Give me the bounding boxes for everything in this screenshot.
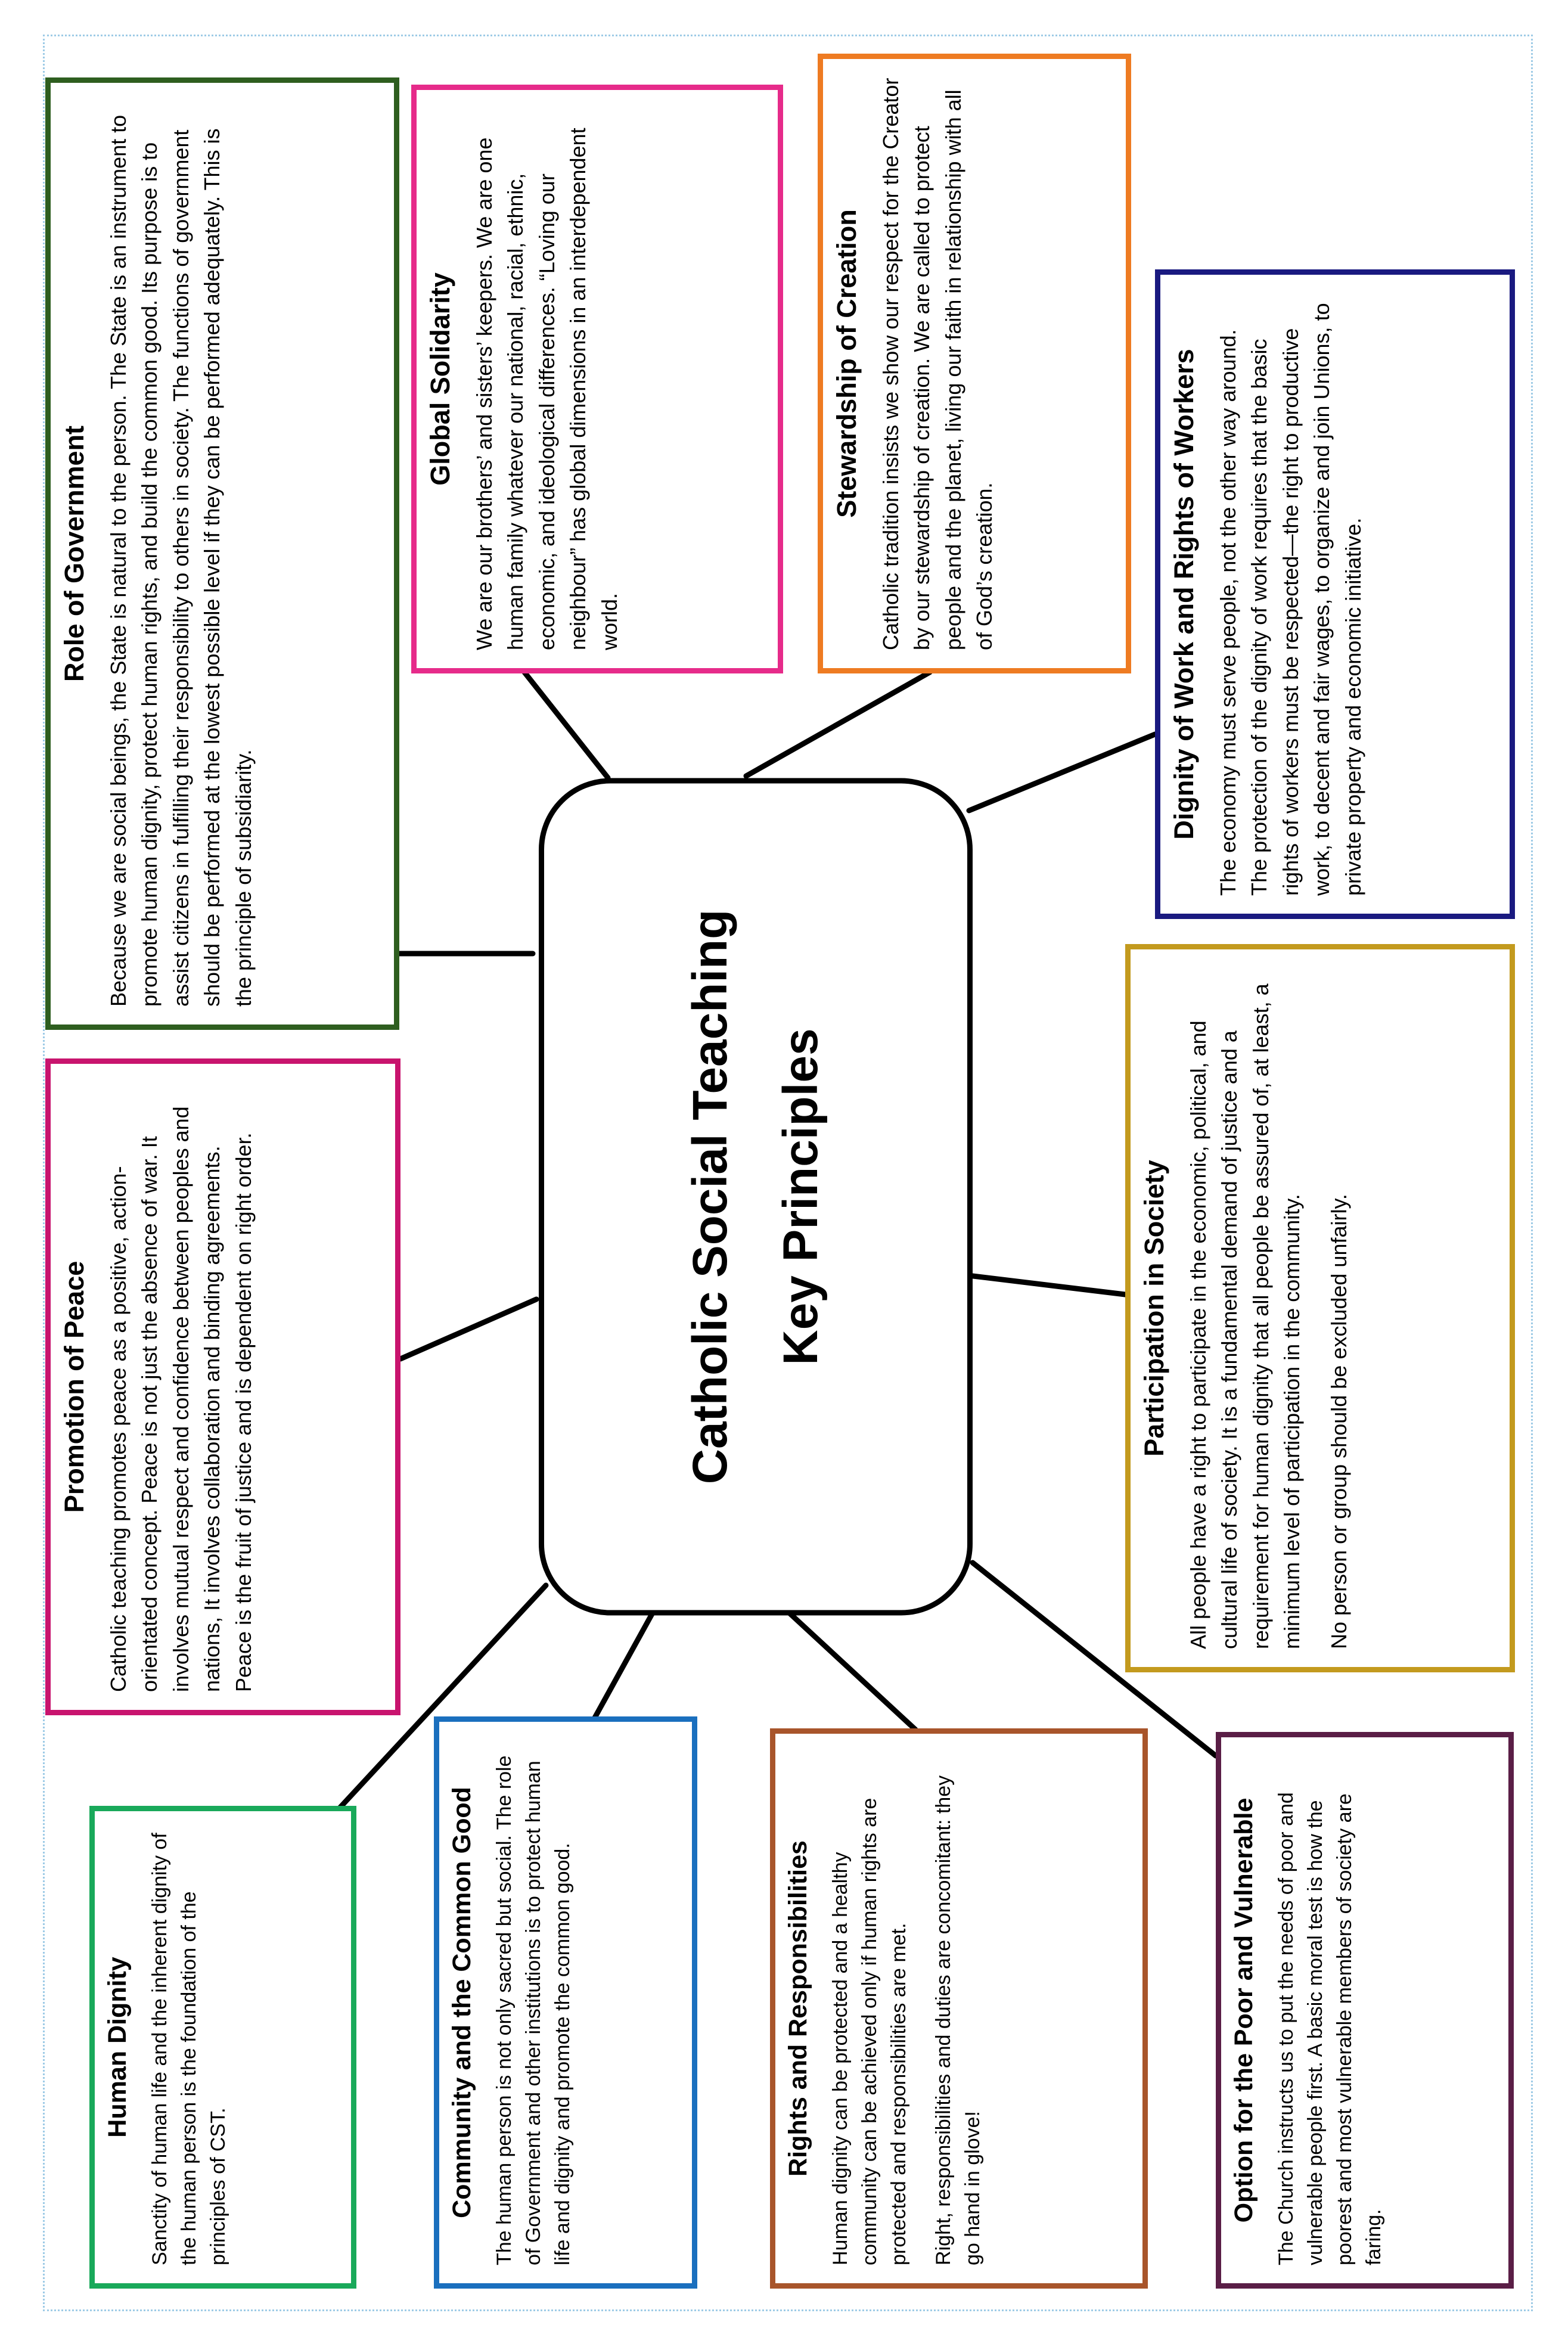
principle-box-dignity-of-work <box>1155 269 1515 919</box>
option-for-poor-slot <box>1216 1732 1514 2289</box>
principle-box-option-for-poor <box>1216 1732 1514 2289</box>
principle-text: Sanctity of human life and the inherent dignity of the human person is the foundation of the principles of CST. <box>148 1833 230 2265</box>
principle-box-community-common-good <box>434 1716 697 2289</box>
principle-box-global-solidarity <box>411 85 783 673</box>
principle-text: The human person is not only sacred but social. The role of Government and other institutions is to protect human life and dignity and promote the common good. <box>493 1755 575 2265</box>
principle-text: The economy must serve people, not the other way around. The protection of the dignity of work requires that the basic rights of workers must be respected—the right to productive work, to decent and fair wages, to organize and join Unions, to private property and economic initiative. <box>1215 303 1365 896</box>
connector-rights-and-responsibilities <box>789 1613 915 1730</box>
connector-stewardship-of-creation <box>746 672 930 776</box>
principle-box-stewardship-of-creation <box>818 54 1131 673</box>
principle-text: No person or group should be excluded unfairly. <box>1326 1194 1351 1649</box>
principle-box-role-of-government <box>45 77 399 1030</box>
principle-box-promotion-of-peace <box>45 1058 400 1715</box>
rights-and-responsibilities-slot <box>770 1728 1148 2289</box>
participation-in-society-slot <box>1125 944 1515 1672</box>
principle-title: Human Dignity <box>103 1957 132 2138</box>
principle-text: Catholic tradition insists we show our respect for the Creator by our stewardship of creation. We are called to protect people and the planet, living our faith in relationship with all of God’s creation. <box>878 77 997 650</box>
connector-dignity-of-work <box>969 734 1155 811</box>
principle-box-rights-and-responsibilities <box>770 1728 1148 2289</box>
dignity-of-work-slot <box>1155 269 1515 919</box>
community-common-good-slot <box>434 1716 697 2289</box>
principle-title: Global Solidarity <box>425 272 455 486</box>
principle-text: We are our brothers’ and sisters’ keepers. We are one human family whatever our national, racial, ethnic, economic, and ideological differences. “Loving our neighbour” has global dimensions in an interdependent world. <box>471 128 622 650</box>
principle-text: Because we are social beings, the State is natural to the person. The State is an instrument to promote human dignity, protect human rights, and build the common good. Its purpose is to assist citizens in fulfilling their responsibility to others in society. The functions of government should be performed at the lowest possible level if they can be performed adequately. This is the principle of subsidiarity. <box>105 114 256 1007</box>
principle-title: Participation in Society <box>1139 1160 1169 1457</box>
principle-text: All people have a right to participate in the economic, political, and cultural life of society. It is a fundamental demand of justice and a requirement for human dignity that all people be assured of, at least, a minimum level of participation in the community. <box>1185 983 1305 1649</box>
diagram-subtitle: Key Principles <box>774 1027 828 1365</box>
principle-title: Rights and Responsibilities <box>784 1840 812 2177</box>
center-title-slot <box>539 778 973 1615</box>
principle-box-participation-in-society <box>1125 944 1515 1672</box>
human-dignity-slot <box>89 1806 356 2289</box>
principle-text: Catholic teaching promotes peace as a positive, action-orientated concept. Peace is not just the absence of war. It involves mutual respect and confidence between peoples and nations, It involves collaboration and binding agreements. Peace is the fruit of justice and is dependent on right order. <box>105 1106 256 1692</box>
principle-title: Role of Government <box>59 425 89 682</box>
principle-title: Option for the Poor and Vulnerable <box>1229 1797 1258 2223</box>
principle-title: Promotion of Peace <box>59 1261 89 1513</box>
principle-box-human-dignity <box>89 1806 356 2289</box>
principle-title: Community and the Common Good <box>448 1787 476 2218</box>
principle-text: The Church instructs us to put the needs of poor and vulnerable people first. A basic moral test is how the poorest and most vulnerable members of society are faring. <box>1275 1792 1386 2265</box>
connector-participation-in-society <box>968 1275 1125 1294</box>
principle-title: Stewardship of Creation <box>831 209 862 518</box>
connector-promotion-of-peace <box>400 1299 536 1359</box>
principle-title: Dignity of Work and Rights of Workers <box>1169 349 1199 840</box>
diagram-title: Catholic Social Teaching <box>683 909 738 1484</box>
global-solidarity-slot <box>411 85 783 673</box>
role-of-government-slot <box>45 77 399 1030</box>
principle-text: Human dignity can be protected and a healthy community can be achieved only if human rights are protected and responsibilities are met. <box>829 1797 911 2265</box>
principle-text: Right, responsibilities and duties are concomitant: they go hand in glove! <box>932 1775 985 2265</box>
connector-global-solidarity <box>524 672 608 778</box>
connector-community-common-good <box>595 1603 658 1718</box>
stewardship-of-creation-slot <box>818 54 1131 673</box>
promotion-of-peace-slot <box>45 1058 400 1715</box>
center-title-box <box>539 778 973 1615</box>
